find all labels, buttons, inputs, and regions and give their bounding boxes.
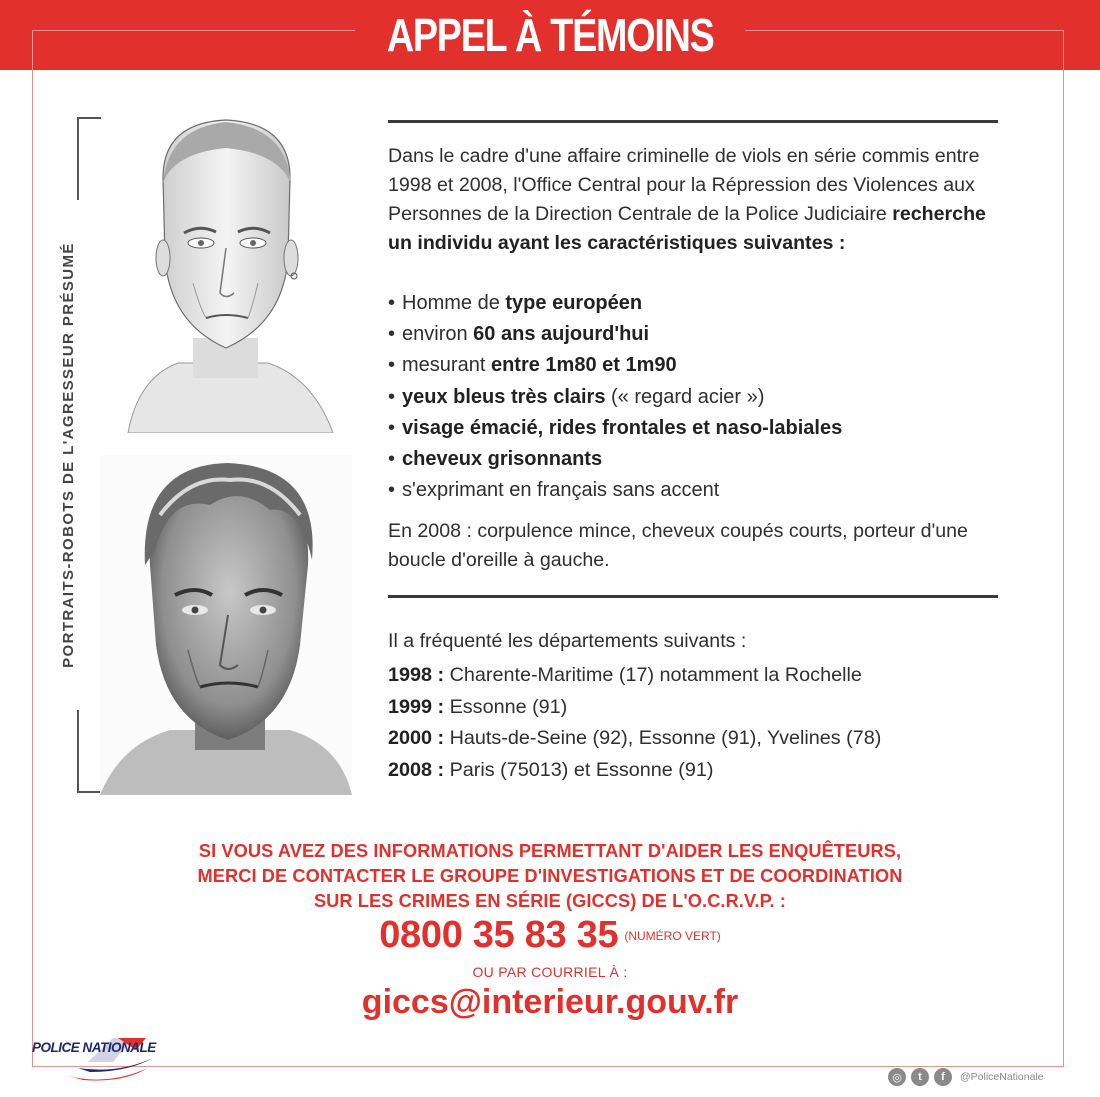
- facebook-icon[interactable]: f: [934, 1068, 952, 1086]
- description-2008: En 2008 : corpulence mince, cheveux coupés courts, porteur d'une boucle d'oreille à gauche.: [388, 520, 968, 571]
- phone-note: (NUMÉRO VERT): [624, 928, 721, 943]
- contact-line-1: SI VOUS AVEZ DES INFORMATIONS PERMETTANT D'AIDER LES ENQUÊTEURS,: [198, 841, 902, 861]
- top-rule: [388, 120, 998, 123]
- department-row: 2000 : Hauts-de-Seine (92), Essonne (91), Yvelines (78): [388, 727, 882, 749]
- list-item: • yeux bleus très clairs (« regard acier »): [388, 382, 842, 413]
- list-item: • environ 60 ans aujourd'hui: [388, 319, 842, 350]
- list-item: • visage émacié, rides frontales et naso-labiales: [388, 413, 842, 444]
- intro-bold: recherche un individu ayant les caractéristiques suivantes :: [388, 203, 986, 254]
- departments-list: [388, 660, 881, 786]
- contact-line-2: MERCI DE CONTACTER LE GROUPE D'INVESTIGATIONS ET DE COORDINATION: [197, 866, 903, 886]
- instagram-icon[interactable]: ◎: [888, 1068, 906, 1086]
- police-nationale-logo: [28, 1028, 198, 1086]
- social-handle[interactable]: @PoliceNationale: [960, 1071, 1044, 1083]
- side-label: PORTRAITS-ROBOTS DE L'AGRESSEUR PRÉSUMÉ: [60, 242, 77, 668]
- phone-line: [0, 914, 1100, 957]
- title-box: [355, 0, 745, 70]
- intro-text: Dans le cadre d'une affaire criminelle de viols en série commis entre 1998 et 2008, l'Office Central pour la Répression des Violences aux Personnes de la Direction Centrale de la Police Judiciaire: [388, 145, 980, 225]
- list-item: • s'exprimant en français sans accent: [388, 475, 842, 506]
- contact-line-3: SUR LES CRIMES EN SÉRIE (GICCS) DE L'O.C.R.V.P. :: [313, 891, 787, 911]
- or-by-mail: OU PAR COURRIEL À :: [472, 964, 628, 980]
- department-row: 1999 : Essonne (91): [388, 695, 568, 718]
- phone-number[interactable]: 0800 35 83 35: [379, 914, 619, 956]
- email-link[interactable]: giccs@interieur.gouv.fr: [361, 983, 739, 1021]
- characteristics-list: [388, 288, 842, 506]
- list-item: • cheveux grisonnants: [388, 444, 842, 475]
- social-links: [888, 1068, 1044, 1086]
- list-item: • mesurant entre 1m80 et 1m90: [388, 350, 842, 381]
- composite-portrait: [100, 455, 352, 795]
- departments-intro: Il a fréquenté les départements suivants :: [388, 630, 747, 652]
- sketch-portrait: [108, 108, 340, 433]
- list-item: • Homme de type européen: [388, 288, 842, 319]
- twitter-icon[interactable]: t: [911, 1068, 929, 1086]
- page-title: APPEL À TÉMOINS: [386, 9, 714, 61]
- logo-text: POLICE NATIONALE: [32, 1040, 156, 1055]
- department-row: 2008 : Paris (75013) et Essonne (91): [388, 758, 714, 781]
- contact-appeal: [100, 839, 1000, 914]
- middle-rule: [388, 595, 998, 598]
- department-row: 1998 : Charente-Maritime (17) notamment la Rochelle: [388, 664, 862, 686]
- intro-paragraph: [388, 142, 1003, 258]
